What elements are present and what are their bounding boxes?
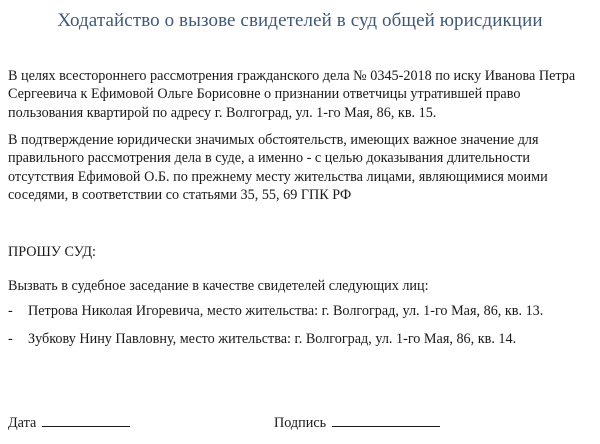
witness-item	[8, 302, 593, 320]
grounds-paragraph: В подтверждение юридически значимых обстоятельств, имеющих важное значение для правильного рассмотрения дела в суде, а именно - с целью доказывания длительности отсутствия Ефимовой О.Б. по прежнему месту жительства лицами, являющимися моими соседями, в соответствии со статьями 35, 55, 69 ГПК РФ	[8, 132, 548, 204]
document-title: Ходатайство о вызове свидетелей в суд общей юрисдикции	[57, 10, 543, 31]
signature-label: Подпись	[274, 415, 327, 431]
signature-field	[274, 413, 440, 432]
witness-text: Петрова Николая Игоревича, место жительства: г. Волгоград, ул. 1-го Мая, 86, кв. 13.	[28, 303, 544, 319]
witness-item	[8, 330, 593, 348]
signature-blank-line	[332, 413, 440, 427]
date-label: Дата	[8, 415, 37, 431]
witness-text: Зубкову Нину Павловну, место жительства: г. Волгоград, ул. 1-го Мая, 86, кв. 14.	[28, 331, 517, 347]
date-blank-line	[42, 413, 130, 427]
witness-bullet: -	[8, 331, 13, 347]
case-paragraph: В целях всестороннего рассмотрения гражданского дела № 0345-2018 по иску Иванова Петра Сергеевича к Ефимовой Ольге Борисовне о признании ответчицы утратившей право пользования квартирой по адресу г. Волгоград, ул. 1-го Мая, 86, кв. 15.	[8, 68, 576, 121]
request-heading: ПРОШУ СУД:	[8, 244, 96, 260]
witness-bullet: -	[8, 303, 13, 319]
summon-statement: Вызвать в судебное заседание в качестве свидетелей следующих лиц:	[8, 278, 429, 294]
date-field	[8, 413, 130, 432]
